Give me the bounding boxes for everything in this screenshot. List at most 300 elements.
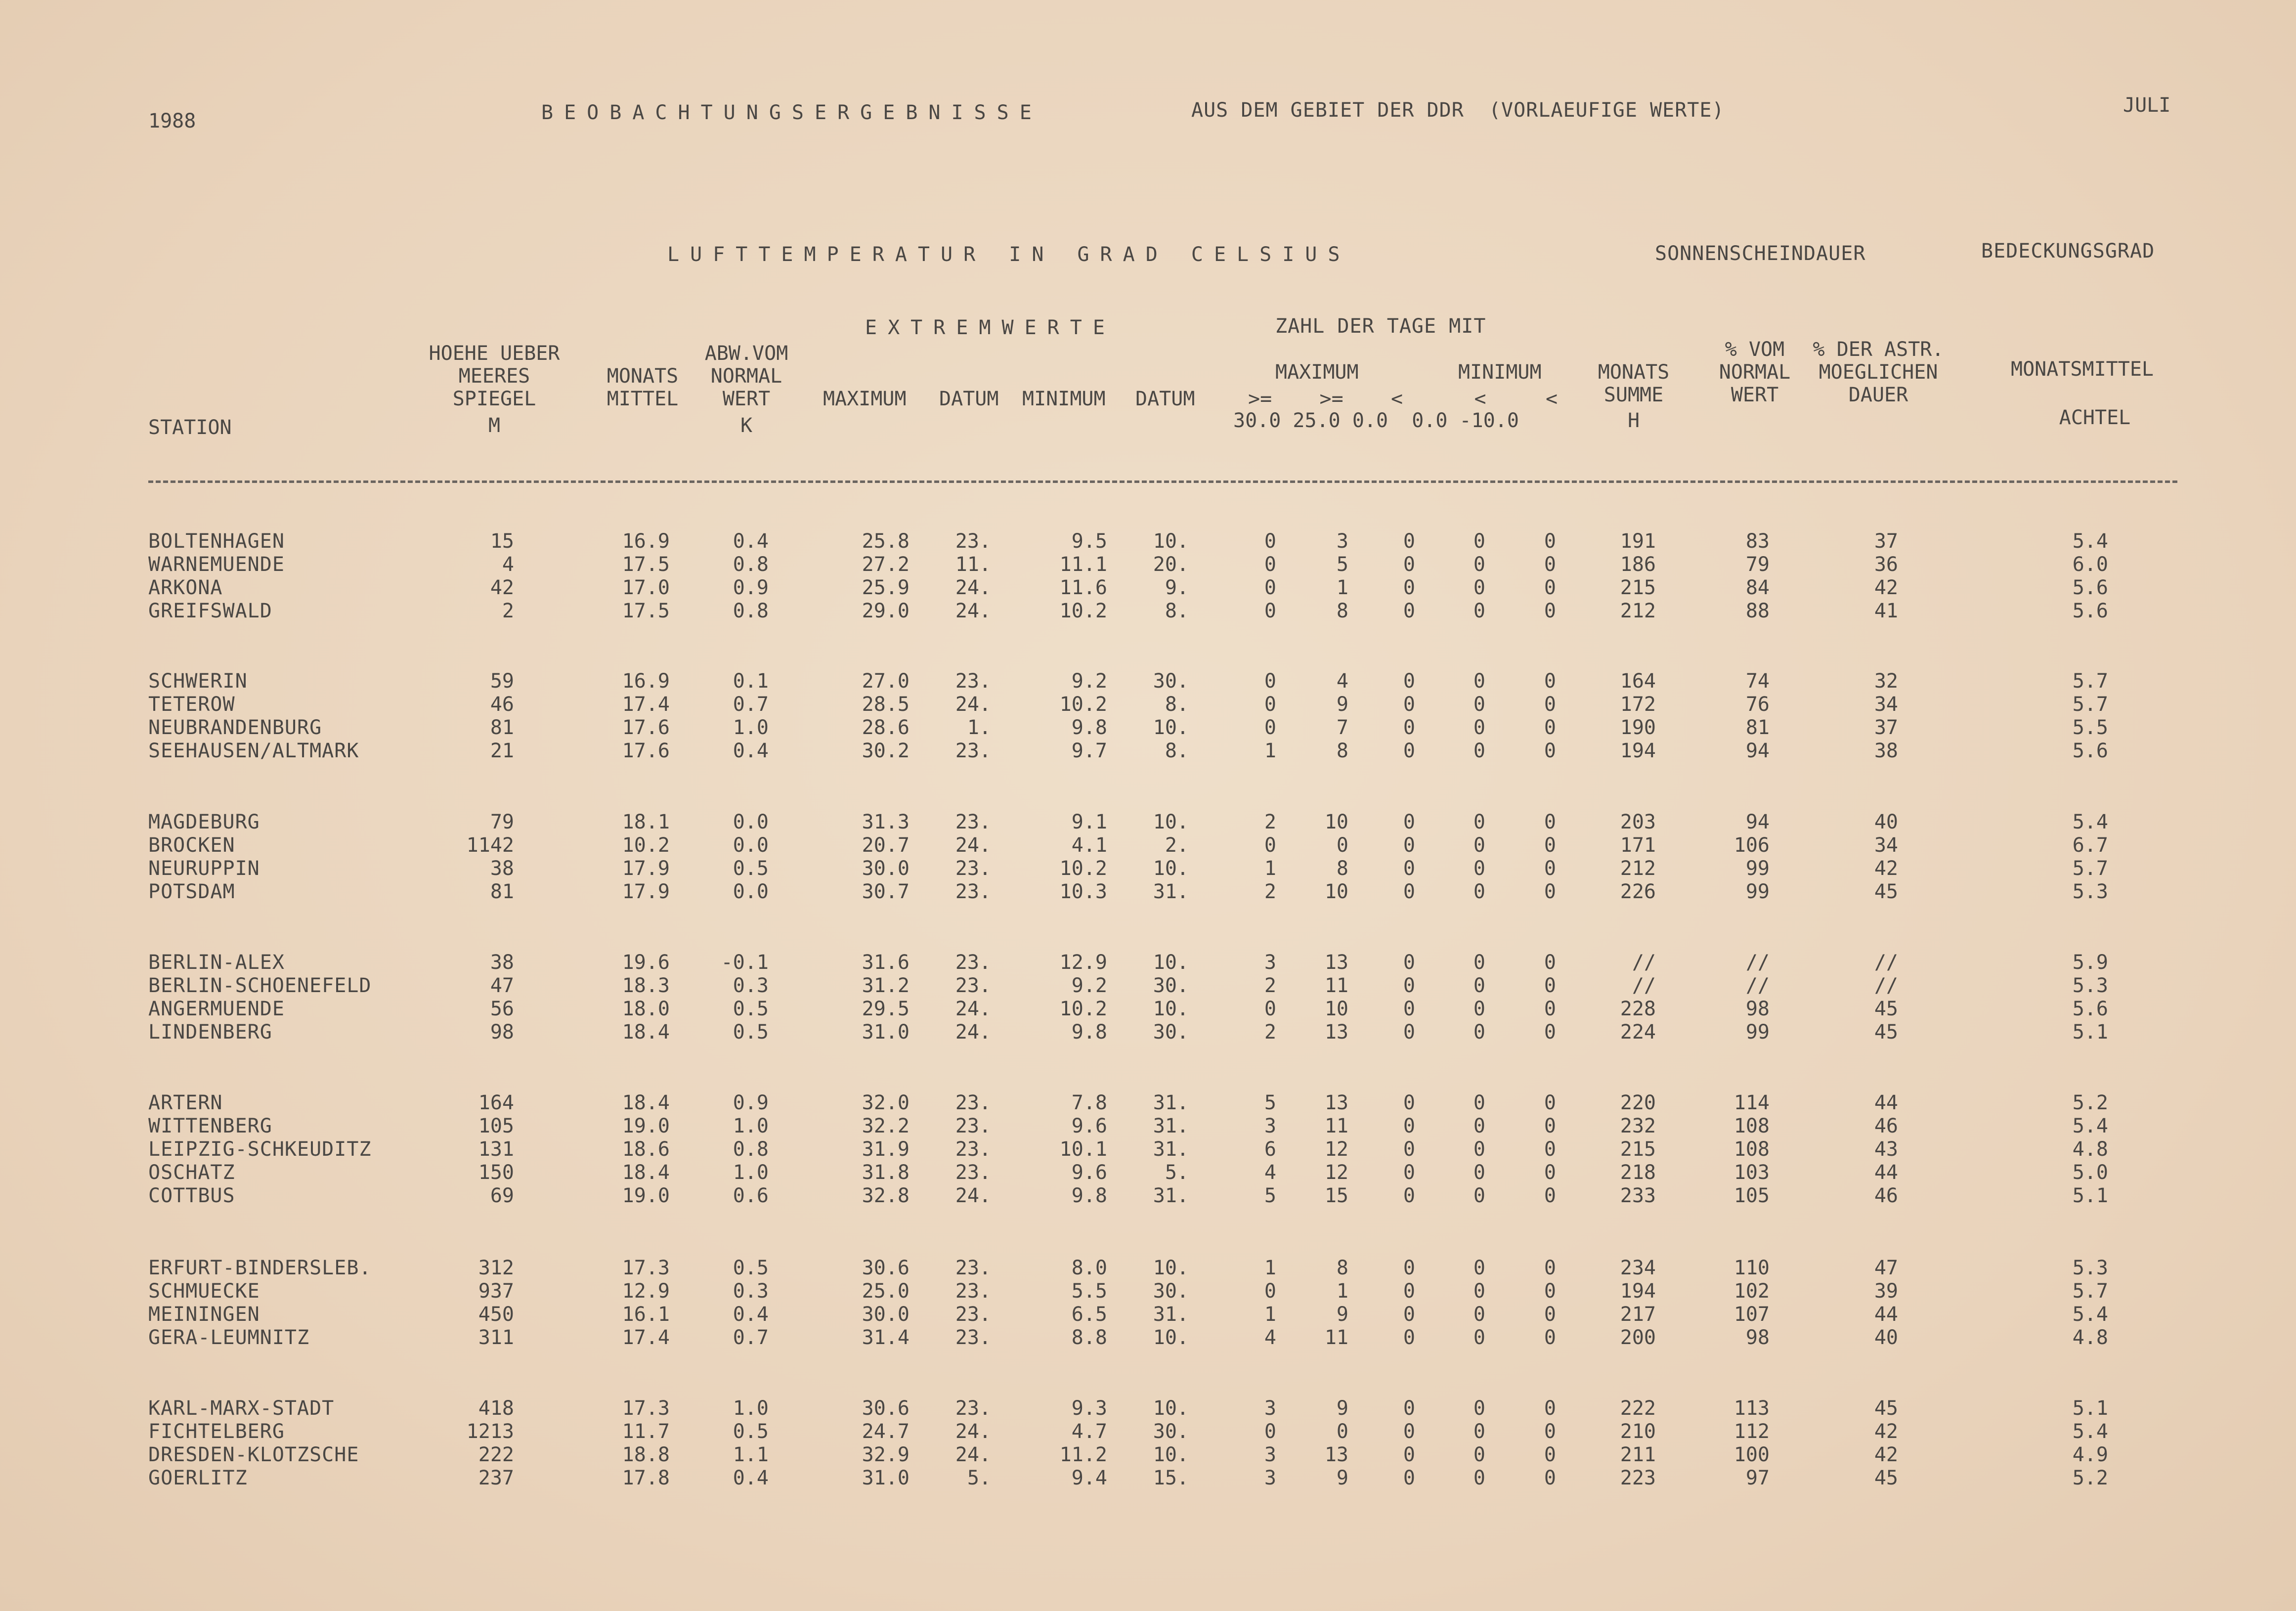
min-cell: 9.8 <box>1071 1021 1107 1044</box>
deviation-cell: 1.0 <box>733 716 769 739</box>
max-cell: 25.9 <box>862 576 910 599</box>
sunshine-pct-cell: 114 <box>1733 1091 1770 1114</box>
max-date-cell: 24. <box>955 1420 991 1443</box>
cloud-cell: 5.3 <box>2072 880 2108 903</box>
table-row <box>0 600 2296 622</box>
days-min-10-cell: 0 <box>1544 1326 1556 1349</box>
mean-cell: 17.6 <box>622 716 670 739</box>
table-row <box>0 998 2296 1020</box>
min-cell: 9.4 <box>1071 1467 1107 1489</box>
cloud-cell: 5.4 <box>2072 1303 2108 1326</box>
max-cell: 31.9 <box>862 1138 910 1161</box>
mean-cell: 17.3 <box>622 1257 670 1279</box>
cloud-cell: 5.9 <box>2072 951 2108 974</box>
cloud-cell: 5.7 <box>2072 693 2108 716</box>
sunshine-sum-cell: // <box>1632 951 1656 974</box>
height-cell: 2 <box>502 600 514 622</box>
days-frost-cell: 0 <box>1403 716 1415 739</box>
station-name: BOLTENHAGEN <box>148 530 285 553</box>
sunshine-sum-cell: 215 <box>1620 576 1656 599</box>
min-date-cell: 10. <box>1153 811 1189 833</box>
table-row <box>0 1303 2296 1326</box>
cloud-cell: 5.7 <box>2072 670 2108 693</box>
mean-cell: 19.0 <box>622 1184 670 1207</box>
days-ice-cell: 0 <box>1473 1420 1485 1443</box>
min-date-cell: 15. <box>1153 1467 1189 1489</box>
max-cell: 30.0 <box>862 857 910 880</box>
days-max30-cell: 3 <box>1264 1467 1276 1489</box>
table-row <box>0 811 2296 833</box>
sunshine-pct-cell: 88 <box>1745 600 1770 622</box>
max-date-cell: 24. <box>955 576 991 599</box>
col-cloud-1: MONATSMITTEL <box>2011 358 2154 381</box>
min-cell: 6.5 <box>1071 1303 1107 1326</box>
days-min-10-cell: 0 <box>1544 880 1556 903</box>
days-frost-cell: 0 <box>1403 1443 1415 1466</box>
days-ice-cell: 0 <box>1473 880 1485 903</box>
sunshine-astr-cell: 46 <box>1874 1115 1898 1137</box>
sunshine-sum-cell: 233 <box>1620 1184 1656 1207</box>
min-cell: 10.2 <box>1059 600 1107 622</box>
sunshine-pct-cell: 76 <box>1745 693 1770 716</box>
max-date-cell: 23. <box>955 740 991 762</box>
sunshine-pct-cell: 74 <box>1745 670 1770 693</box>
days-ice-cell: 0 <box>1473 1397 1485 1420</box>
days-max30-cell: 0 <box>1264 1280 1276 1303</box>
deviation-cell: 0.4 <box>733 530 769 553</box>
min-date-cell: 30. <box>1153 1021 1189 1044</box>
days-min-10-cell: 0 <box>1544 716 1556 739</box>
cloud-cell: 5.1 <box>2072 1021 2108 1044</box>
sunshine-astr-cell: 47 <box>1874 1257 1898 1279</box>
cloud-cell: 5.1 <box>2072 1397 2108 1420</box>
sunshine-astr-cell: 44 <box>1874 1161 1898 1184</box>
sunshine-astr-cell: 45 <box>1874 1021 1898 1044</box>
sunshine-astr-cell: 37 <box>1874 716 1898 739</box>
days-max30-cell: 0 <box>1264 1420 1276 1443</box>
sunshine-pct-cell: // <box>1745 951 1770 974</box>
mean-cell: 18.4 <box>622 1091 670 1114</box>
days-min-10-cell: 0 <box>1544 951 1556 974</box>
max-cell: 31.8 <box>862 1161 910 1184</box>
days-min-10-cell: 0 <box>1544 740 1556 762</box>
sunshine-pct-cell: 83 <box>1745 530 1770 553</box>
station-name: SCHMUECKE <box>148 1280 260 1303</box>
mean-cell: 18.8 <box>622 1443 670 1466</box>
col-sun-pct-2: NORMAL <box>1719 361 1791 384</box>
days-ice-cell: 0 <box>1473 951 1485 974</box>
days-max30-cell: 2 <box>1264 811 1276 833</box>
days-min-10-cell: 0 <box>1544 1138 1556 1161</box>
sunshine-pct-cell: 100 <box>1733 1443 1770 1466</box>
station-name: POTSDAM <box>148 880 235 903</box>
deviation-cell: 1.0 <box>733 1397 769 1420</box>
days-max25-cell: 10 <box>1324 998 1348 1020</box>
days-max30-cell: 6 <box>1264 1138 1276 1161</box>
height-cell: 237 <box>478 1467 514 1489</box>
height-cell: 15 <box>490 530 514 553</box>
days-min-10-cell: 0 <box>1544 1115 1556 1137</box>
station-name: DRESDEN-KLOTZSCHE <box>148 1443 359 1466</box>
height-cell: 79 <box>490 811 514 833</box>
days-max25-cell: 9 <box>1336 1467 1348 1489</box>
min-date-cell: 10. <box>1153 1397 1189 1420</box>
mean-cell: 18.3 <box>622 974 670 997</box>
year: 1988 <box>148 110 196 132</box>
days-min-10-cell: 0 <box>1544 974 1556 997</box>
days-min-10-cell: 0 <box>1544 1467 1556 1489</box>
days-frost-cell: 0 <box>1403 880 1415 903</box>
extremes-heading: EXTREMWERTE <box>865 316 1116 339</box>
min-date-cell: 30. <box>1153 1420 1189 1443</box>
sunshine-sum-cell: 211 <box>1620 1443 1656 1466</box>
height-cell: 46 <box>490 693 514 716</box>
sunshine-sum-cell: 228 <box>1620 998 1656 1020</box>
days-min-10-cell: 0 <box>1544 1184 1556 1207</box>
station-name: BERLIN-ALEX <box>148 951 285 974</box>
max-cell: 31.6 <box>862 951 910 974</box>
deviation-cell: 0.9 <box>733 576 769 599</box>
min-date-cell: 31. <box>1153 1091 1189 1114</box>
days-frost-cell: 0 <box>1403 974 1415 997</box>
days-ice-cell: 0 <box>1473 1303 1485 1326</box>
station-name: BROCKEN <box>148 834 235 857</box>
sunshine-pct-cell: 105 <box>1733 1184 1770 1207</box>
days-ice-cell: 0 <box>1473 1021 1485 1044</box>
height-cell: 450 <box>478 1303 514 1326</box>
mean-cell: 19.6 <box>622 951 670 974</box>
title-rest: AUS DEM GEBIET DER DDR (VORLAEUFIGE WERTE) <box>1191 99 1725 122</box>
deviation-cell: 0.5 <box>733 857 769 880</box>
max-date-cell: 24. <box>955 600 991 622</box>
col-days-max: MAXIMUM <box>1275 361 1359 384</box>
max-date-cell: 24. <box>955 998 991 1020</box>
min-date-cell: 30. <box>1153 1280 1189 1303</box>
sunshine-pct-cell: 81 <box>1745 716 1770 739</box>
col-mean-2: MITTEL <box>606 388 679 410</box>
table-row <box>0 1138 2296 1161</box>
station-name: SCHWERIN <box>148 670 248 693</box>
days-ice-cell: 0 <box>1473 834 1485 857</box>
col-sun-astr-1: % DER ASTR. <box>1813 338 1944 361</box>
max-cell: 31.2 <box>862 974 910 997</box>
days-max25-cell: 13 <box>1324 951 1348 974</box>
days-max30-cell: 2 <box>1264 880 1276 903</box>
station-name: OSCHATZ <box>148 1161 235 1184</box>
min-date-cell: 9. <box>1165 576 1189 599</box>
station-name: ARTERN <box>148 1091 223 1114</box>
days-max30-cell: 1 <box>1264 740 1276 762</box>
table-row <box>0 1021 2296 1044</box>
station-name: KARL-MARX-STADT <box>148 1397 335 1420</box>
min-date-cell: 31. <box>1153 1303 1189 1326</box>
min-date-cell: 31. <box>1153 1115 1189 1137</box>
min-date-cell: 10. <box>1153 1326 1189 1349</box>
max-cell: 31.0 <box>862 1021 910 1044</box>
col-height-2: MEERES <box>458 365 530 388</box>
sunshine-sum-cell: 210 <box>1620 1420 1656 1443</box>
table-row <box>0 951 2296 974</box>
days-min-10-cell: 0 <box>1544 811 1556 833</box>
min-cell: 9.3 <box>1071 1397 1107 1420</box>
mean-cell: 18.0 <box>622 998 670 1020</box>
max-cell: 31.4 <box>862 1326 910 1349</box>
cloud-cell: 5.2 <box>2072 1467 2108 1489</box>
days-frost-cell: 0 <box>1403 1257 1415 1279</box>
sunshine-sum-cell: 215 <box>1620 1138 1656 1161</box>
max-date-cell: 23. <box>955 974 991 997</box>
days-max30-cell: 0 <box>1264 600 1276 622</box>
min-cell: 7.8 <box>1071 1091 1107 1114</box>
days-max25-cell: 12 <box>1324 1138 1348 1161</box>
mean-cell: 18.4 <box>622 1021 670 1044</box>
max-date-cell: 23. <box>955 670 991 693</box>
days-max30-cell: 5 <box>1264 1091 1276 1114</box>
col-dev-2: NORMAL <box>710 365 782 388</box>
sunshine-astr-cell: 42 <box>1874 1443 1898 1466</box>
days-min-10-cell: 0 <box>1544 1443 1556 1466</box>
min-cell: 11.1 <box>1059 553 1107 576</box>
station-name: NEUBRANDENBURG <box>148 716 322 739</box>
cloud-cell: 5.7 <box>2072 1280 2108 1303</box>
month: JULI <box>2123 94 2171 117</box>
days-min-10-cell: 0 <box>1544 530 1556 553</box>
days-max25-cell: 11 <box>1324 974 1348 997</box>
days-min-10-cell: 0 <box>1544 576 1556 599</box>
cloud-cell: 5.0 <box>2072 1161 2108 1184</box>
sunshine-pct-cell: 106 <box>1733 834 1770 857</box>
station-name: GOERLITZ <box>148 1467 248 1489</box>
min-cell: 9.6 <box>1071 1115 1107 1137</box>
days-frost-cell: 0 <box>1403 1280 1415 1303</box>
days-max25-cell: 9 <box>1336 1303 1348 1326</box>
max-date-cell: 23. <box>955 951 991 974</box>
days-min-10-cell: 0 <box>1544 857 1556 880</box>
sunshine-pct-cell: 112 <box>1733 1420 1770 1443</box>
min-date-cell: 10. <box>1153 716 1189 739</box>
height-cell: 105 <box>478 1115 514 1137</box>
days-ice-cell: 0 <box>1473 576 1485 599</box>
table-row <box>0 1326 2296 1349</box>
days-ice-cell: 0 <box>1473 974 1485 997</box>
mean-cell: 11.7 <box>622 1420 670 1443</box>
title-spaced: BEOBACHTUNGSERGEBNISSE <box>541 101 1042 124</box>
min-date-cell: 8. <box>1165 740 1189 762</box>
cloud-cell: 5.6 <box>2072 998 2108 1020</box>
height-cell: 98 <box>490 1021 514 1044</box>
days-min-10-cell: 0 <box>1544 1303 1556 1326</box>
mean-cell: 17.9 <box>622 880 670 903</box>
max-date-cell: 23. <box>955 1280 991 1303</box>
sunshine-pct-cell: // <box>1745 974 1770 997</box>
cloud-cell: 5.3 <box>2072 1257 2108 1279</box>
min-cell: 11.6 <box>1059 576 1107 599</box>
min-date-cell: 8. <box>1165 600 1189 622</box>
cloud-cell: 5.4 <box>2072 811 2108 833</box>
sunshine-pct-cell: 99 <box>1745 857 1770 880</box>
days-ice-cell: 0 <box>1473 530 1485 553</box>
days-frost-cell: 0 <box>1403 1420 1415 1443</box>
station-name: GREIFSWALD <box>148 600 272 622</box>
days-frost-cell: 0 <box>1403 693 1415 716</box>
max-date-cell: 24. <box>955 1021 991 1044</box>
height-cell: 42 <box>490 576 514 599</box>
cloud-cell: 4.8 <box>2072 1326 2108 1349</box>
mean-cell: 17.6 <box>622 740 670 762</box>
days-max25-cell: 1 <box>1336 1280 1348 1303</box>
sunshine-astr-cell: 40 <box>1874 811 1898 833</box>
days-ice-cell: 0 <box>1473 1138 1485 1161</box>
sunshine-sum-cell: 171 <box>1620 834 1656 857</box>
sunshine-sum-cell: 212 <box>1620 600 1656 622</box>
max-cell: 32.2 <box>862 1115 910 1137</box>
station-name: LEIPZIG-SCHKEUDITZ <box>148 1138 372 1161</box>
max-date-cell: 24. <box>955 1443 991 1466</box>
days-max30-cell: 0 <box>1264 998 1276 1020</box>
sunshine-astr-cell: 40 <box>1874 1326 1898 1349</box>
days-max25-cell: 0 <box>1336 834 1348 857</box>
col-days-ops: >= >= < < < <box>1248 388 1558 410</box>
days-min-10-cell: 0 <box>1544 1257 1556 1279</box>
height-cell: 164 <box>478 1091 514 1114</box>
height-cell: 21 <box>490 740 514 762</box>
col-sun-pct-1: % VOM <box>1725 338 1785 361</box>
height-cell: 1213 <box>466 1420 514 1443</box>
table-row <box>0 974 2296 997</box>
days-min-10-cell: 0 <box>1544 1280 1556 1303</box>
days-max30-cell: 2 <box>1264 1021 1276 1044</box>
sunshine-astr-cell: 45 <box>1874 998 1898 1020</box>
height-cell: 47 <box>490 974 514 997</box>
height-cell: 418 <box>478 1397 514 1420</box>
temperature-heading: LUFTTEMPERATUR IN GRAD CELSIUS <box>667 243 1351 266</box>
deviation-cell: 0.7 <box>733 693 769 716</box>
sunshine-sum-cell: 212 <box>1620 857 1656 880</box>
days-max25-cell: 8 <box>1336 740 1348 762</box>
max-date-cell: 23. <box>955 880 991 903</box>
col-max: MAXIMUM <box>823 388 907 410</box>
deviation-cell: 0.5 <box>733 1257 769 1279</box>
mean-cell: 17.4 <box>622 1326 670 1349</box>
table-row <box>0 576 2296 599</box>
height-cell: 312 <box>478 1257 514 1279</box>
sunshine-astr-cell: 34 <box>1874 693 1898 716</box>
days-min-10-cell: 0 <box>1544 1420 1556 1443</box>
days-max25-cell: 1 <box>1336 576 1348 599</box>
sunshine-pct-cell: 98 <box>1745 1326 1770 1349</box>
mean-cell: 17.5 <box>622 553 670 576</box>
table-row <box>0 553 2296 576</box>
max-cell: 20.7 <box>862 834 910 857</box>
deviation-cell: 0.3 <box>733 974 769 997</box>
days-ice-cell: 0 <box>1473 1184 1485 1207</box>
table-row <box>0 670 2296 693</box>
days-ice-cell: 0 <box>1473 857 1485 880</box>
deviation-cell: 0.9 <box>733 1091 769 1114</box>
height-cell: 222 <box>478 1443 514 1466</box>
min-cell: 8.8 <box>1071 1326 1107 1349</box>
deviation-cell: 0.6 <box>733 1184 769 1207</box>
max-date-cell: 23. <box>955 1326 991 1349</box>
sunshine-astr-cell: 43 <box>1874 1138 1898 1161</box>
cloud-cell: 4.9 <box>2072 1443 2108 1466</box>
sunshine-pct-cell: 108 <box>1733 1138 1770 1161</box>
sunshine-astr-cell: 44 <box>1874 1091 1898 1114</box>
days-max25-cell: 8 <box>1336 1257 1348 1279</box>
sunshine-sum-cell: 220 <box>1620 1091 1656 1114</box>
days-ice-cell: 0 <box>1473 1091 1485 1114</box>
mean-cell: 18.4 <box>622 1161 670 1184</box>
days-min-10-cell: 0 <box>1544 553 1556 576</box>
cloud-cell: 6.0 <box>2072 553 2108 576</box>
days-frost-cell: 0 <box>1403 1161 1415 1184</box>
deviation-cell: 0.0 <box>733 811 769 833</box>
sunshine-astr-cell: 36 <box>1874 553 1898 576</box>
deviation-cell: 0.0 <box>733 880 769 903</box>
deviation-cell: 0.8 <box>733 553 769 576</box>
min-cell: 11.2 <box>1059 1443 1107 1466</box>
min-date-cell: 5. <box>1165 1161 1189 1184</box>
max-date-cell: 23. <box>955 1397 991 1420</box>
min-cell: 10.1 <box>1059 1138 1107 1161</box>
sunshine-sum-cell: 234 <box>1620 1257 1656 1279</box>
col-dev-unit: K <box>740 414 753 437</box>
sunshine-pct-cell: 102 <box>1733 1280 1770 1303</box>
col-sun-pct-3: WERT <box>1731 384 1779 406</box>
station-name: COTTBUS <box>148 1184 235 1207</box>
max-cell: 29.0 <box>862 600 910 622</box>
days-max25-cell: 13 <box>1324 1021 1348 1044</box>
min-cell: 4.1 <box>1071 834 1107 857</box>
days-frost-cell: 0 <box>1403 1138 1415 1161</box>
days-ice-cell: 0 <box>1473 1257 1485 1279</box>
sunshine-pct-cell: 113 <box>1733 1397 1770 1420</box>
days-frost-cell: 0 <box>1403 576 1415 599</box>
col-height-unit: M <box>488 414 501 437</box>
mean-cell: 17.0 <box>622 576 670 599</box>
min-cell: 9.2 <box>1071 974 1107 997</box>
mean-cell: 18.1 <box>622 811 670 833</box>
days-min-10-cell: 0 <box>1544 600 1556 622</box>
sunshine-pct-cell: 98 <box>1745 998 1770 1020</box>
min-date-cell: 8. <box>1165 693 1189 716</box>
days-ice-cell: 0 <box>1473 1115 1485 1137</box>
height-cell: 38 <box>490 951 514 974</box>
deviation-cell: 0.5 <box>733 1420 769 1443</box>
days-ice-cell: 0 <box>1473 811 1485 833</box>
cloud-cell: 5.6 <box>2072 576 2108 599</box>
mean-cell: 12.9 <box>622 1280 670 1303</box>
height-cell: 150 <box>478 1161 514 1184</box>
days-ice-cell: 0 <box>1473 1161 1485 1184</box>
max-cell: 25.8 <box>862 530 910 553</box>
min-cell: 9.6 <box>1071 1161 1107 1184</box>
height-cell: 59 <box>490 670 514 693</box>
cloud-cell: 5.2 <box>2072 1091 2108 1114</box>
min-date-cell: 31. <box>1153 880 1189 903</box>
sunshine-astr-cell: 44 <box>1874 1303 1898 1326</box>
max-date-cell: 23. <box>955 1091 991 1114</box>
height-cell: 311 <box>478 1326 514 1349</box>
height-cell: 937 <box>478 1280 514 1303</box>
days-frost-cell: 0 <box>1403 811 1415 833</box>
days-max25-cell: 7 <box>1336 716 1348 739</box>
station-name: MAGDEBURG <box>148 811 260 833</box>
days-frost-cell: 0 <box>1403 834 1415 857</box>
min-date-cell: 10. <box>1153 857 1189 880</box>
table-row <box>0 716 2296 739</box>
days-max25-cell: 10 <box>1324 811 1348 833</box>
